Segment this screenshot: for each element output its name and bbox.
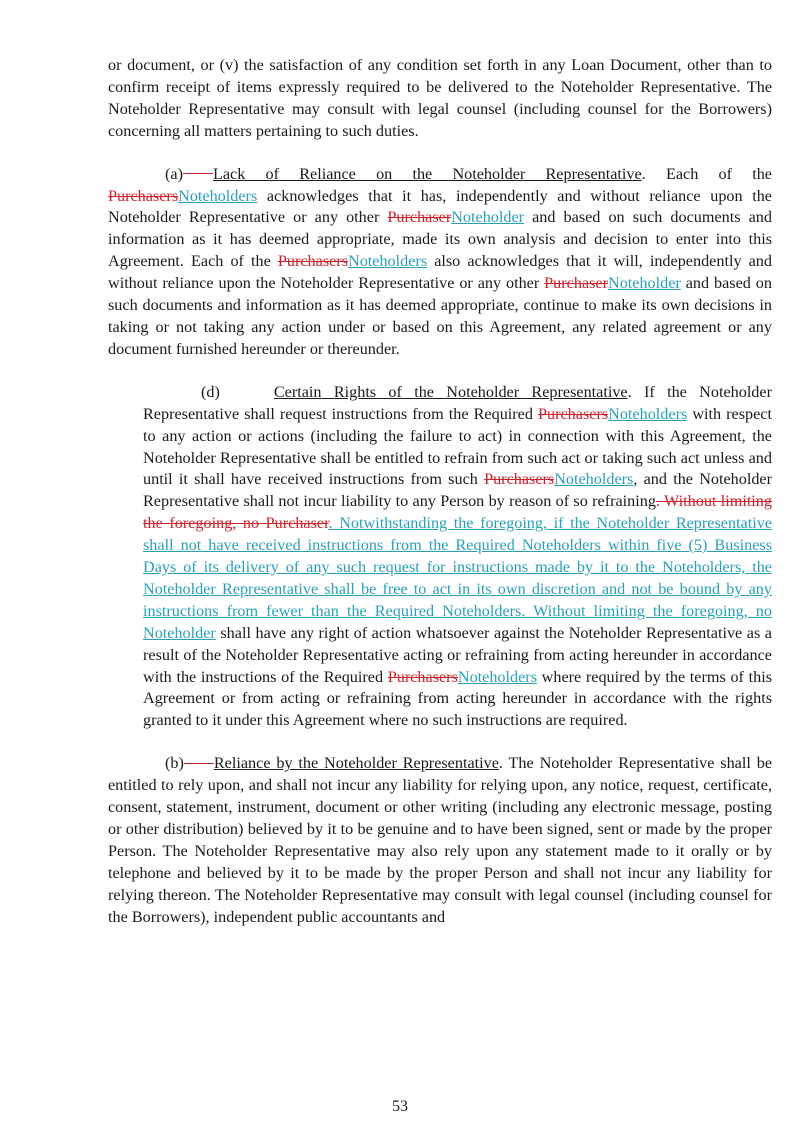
- inserted-text: Noteholder: [608, 274, 681, 293]
- deleted-text: Purchasers: [538, 404, 609, 423]
- inserted-text: Noteholders: [554, 470, 634, 489]
- paragraph-text: or document, or (v) the satisfaction of any condition set forth in any Loan Document, other than to confirm receipt of items expressly required to be delivered to the Noteholder Representative. The Noteholder Representative may consult with legal counsel (including counsel for the Borrowers) concerning all matters pertaining to such duties.: [108, 56, 772, 140]
- section-heading: Reliance by the Noteholder Representative: [213, 754, 499, 773]
- deleted-tab-mark: [183, 173, 213, 174]
- text-run: . Each of the: [641, 164, 772, 183]
- text-run: also acknowledges that it will, independently and without reliance upon the Noteholder Representative or any other: [108, 252, 772, 293]
- section-label: (d): [201, 382, 220, 401]
- text-run: , and the Noteholder Representative shall not incur liability to any Person by reason of so refraining: [143, 470, 773, 511]
- section-d-certain-rights: [143, 382, 772, 733]
- inserted-text: Noteholders: [457, 667, 537, 686]
- section-heading: Lack of Reliance on the Noteholder Representative: [212, 164, 642, 183]
- text-run: and based on such documents and information as it has deemed appropriate, made its own analysis and decision to enter into this Agreement. Each of the: [108, 208, 772, 271]
- section-label: (b): [165, 754, 184, 773]
- deleted-text: Purchaser: [544, 274, 608, 293]
- text-run: where required by the terms of this Agreement or from acting or refraining from acting hereunder in accordance with the rights granted to it under this Agreement where no such instructions are required.: [143, 667, 772, 730]
- text-run: with respect to any action or actions (including the failure to act) in connection with this Agreement, the Noteholder Representative shall be entitled to refrain from such act or taking such act unless and until it shall have received instructions from such: [143, 404, 772, 489]
- section-label: (a): [165, 164, 183, 183]
- text-run: and based on such documents and information as it has deemed appropriate, continue to make its own decisions in taking or not taking any action under or based on this Agreement, any related agreement or any document furnished hereunder or thereunder.: [108, 274, 772, 358]
- deleted-text: Purchaser: [387, 208, 452, 227]
- deleted-text: Purchasers: [387, 667, 458, 686]
- inserted-text: Noteholders: [348, 252, 428, 271]
- section-b-reliance: [108, 753, 772, 928]
- paragraph-continuation: [108, 55, 772, 143]
- deleted-text: Purchasers: [277, 252, 348, 271]
- inserted-text: Noteholders: [608, 404, 688, 423]
- deleted-text: Purchasers: [484, 470, 555, 489]
- deleted-text: . Without limiting the foregoing, no Purchaser: [143, 492, 772, 533]
- section-a-lack-of-reliance: [108, 164, 772, 361]
- inserted-text: Noteholder: [451, 208, 525, 227]
- deleted-tab-mark: [184, 763, 214, 764]
- inserted-text: Noteholders: [178, 186, 258, 205]
- text-run: . If the Noteholder Representative shall request instructions from the Required: [143, 382, 772, 423]
- document-page: [108, 55, 772, 929]
- text-run: acknowledges that it has, independently and without reliance upon the Noteholder Representative or any other: [108, 186, 772, 227]
- deleted-text: Purchasers: [108, 186, 179, 205]
- inserted-text: . Notwithstanding the foregoing, if the Noteholder Representative shall not have received instructions from the Required Noteholders within five (5) Business Days of its delivery of any such request for instructions made by it to the Noteholders, the Noteholder Representative shall be free to act in its own discretion and not be bound by any instructions from fewer than the Required Noteholders. Without limiting the foregoing, no Noteholder: [143, 514, 773, 642]
- text-run: shall have any right of action whatsoever against the Noteholder Representative as a result of the Noteholder Representative acting or refraining from acting hereunder in accordance with the instructions of the Required: [143, 623, 772, 686]
- text-run: . The Noteholder Representative shall be entitled to rely upon, and shall not incur any liability for relying upon, any notice, request, certificate, consent, statement, instrument, document or other writing (including any electronic message, posting or other distribution) believed by it to be genuine and to have been signed, sent or made by the proper Person. The Noteholder Representative may also rely upon any statement made to it orally or by telephone and believed by it to be made by the proper Person and shall not incur any liability for relying thereon. The Noteholder Representative may consult with legal counsel (including counsel for the Borrowers), independent public accountants and: [108, 754, 773, 926]
- page-number: 53: [392, 1098, 408, 1115]
- section-heading: Certain Rights of the Noteholder Representative: [273, 382, 628, 401]
